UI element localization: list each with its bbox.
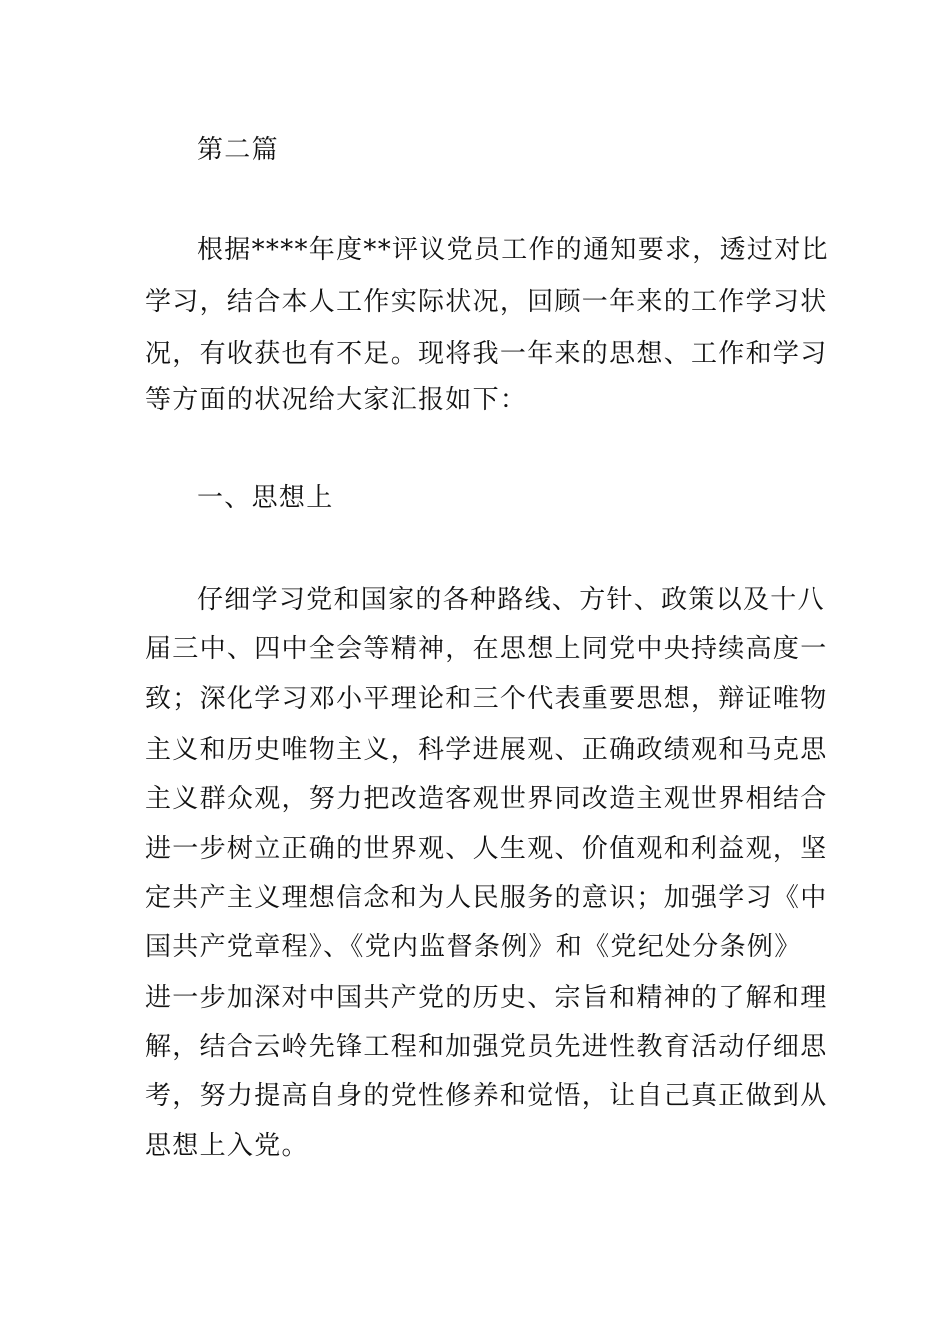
paragraph-line: 国共产党章程》、《党内监督条例》和《党纪处分条例》 xyxy=(145,932,802,962)
paragraph-line: 解，结合云岭先锋工程和加强党员先进性教育活动仔细思 xyxy=(145,1032,828,1062)
paragraph-line: 仔细学习党和国家的各种路线、方针、政策以及十八 xyxy=(197,585,825,615)
paragraph-line: 进一步加深对中国共产党的历史、宗旨和精神的了解和理 xyxy=(145,983,828,1013)
document-title: 第二篇 xyxy=(197,135,279,165)
paragraph-line: 致；深化学习邓小平理论和三个代表重要思想，辩证唯物 xyxy=(145,684,828,714)
paragraph-line: 学习，结合本人工作实际状况，回顾一年来的工作学习状 xyxy=(145,287,828,317)
section-heading: 一、思想上 xyxy=(197,483,334,513)
paragraph-line: 思想上入党。 xyxy=(145,1131,309,1161)
paragraph-line: 况，有收获也有不足。现将我一年来的思想、工作和学习 xyxy=(145,339,828,369)
paragraph-line: 届三中、四中全会等精神，在思想上同党中央持续高度一 xyxy=(145,634,828,664)
paragraph-line: 进一步树立正确的世界观、人生观、价值观和利益观，坚 xyxy=(145,834,828,864)
paragraph-line: 根据****年度**评议党员工作的通知要求，透过对比 xyxy=(197,235,829,265)
paragraph-line: 考，努力提高自身的党性修养和觉悟，让自己真正做到从 xyxy=(145,1081,828,1111)
paragraph-line: 等方面的状况给大家汇报如下： xyxy=(145,385,528,415)
paragraph-line: 主义群众观，努力把改造客观世界同改造主观世界相结合 xyxy=(145,784,828,814)
paragraph-line: 主义和历史唯物主义，科学进展观、正确政绩观和马克思 xyxy=(145,735,828,765)
paragraph-line: 定共产主义理想信念和为人民服务的意识；加强学习《中 xyxy=(145,883,828,913)
